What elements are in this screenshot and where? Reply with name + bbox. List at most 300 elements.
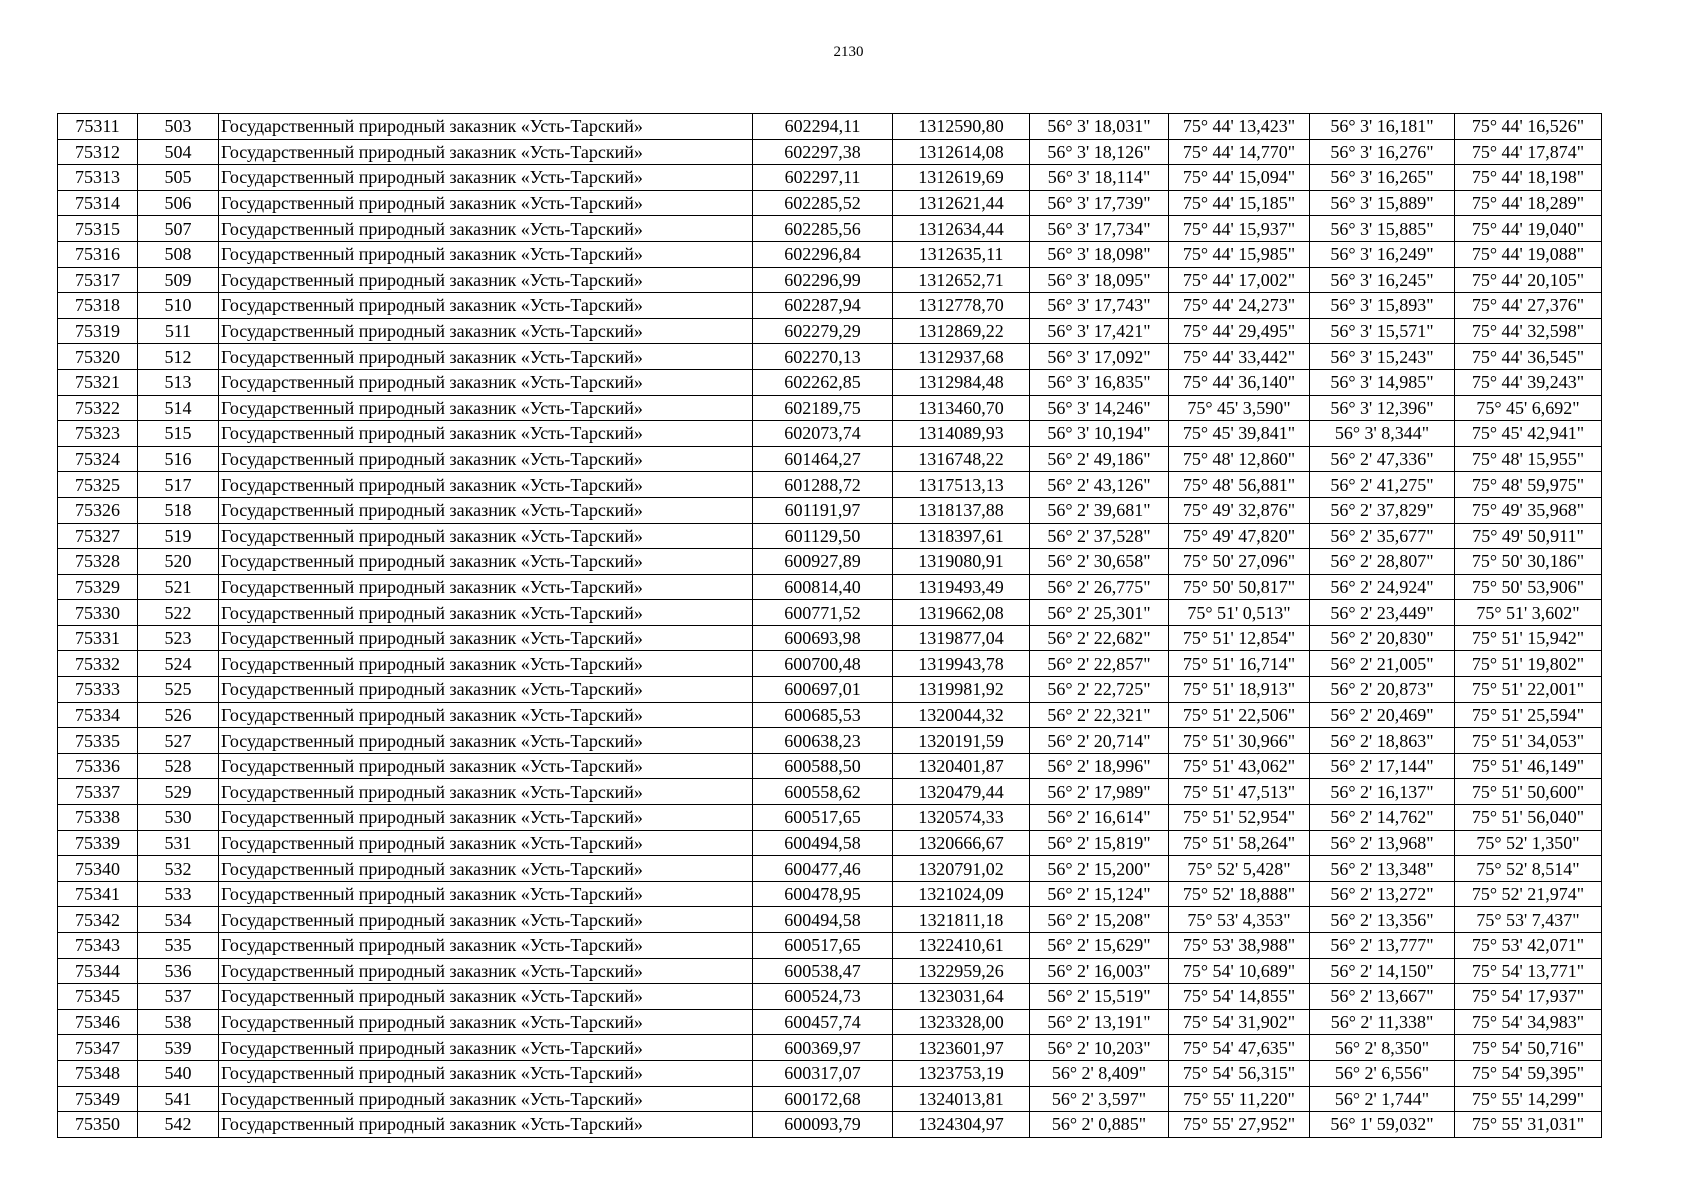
latitude-1-cell: 56° 3' 17,734" <box>1030 216 1169 242</box>
object-name-cell: Государственный природный заказник «Усть-Тарский» <box>219 446 753 472</box>
longitude-2-cell: 75° 54' 34,983" <box>1455 1009 1602 1035</box>
table-row <box>58 933 1602 959</box>
longitude-1-cell: 75° 51' 43,062" <box>1169 753 1310 779</box>
object-name-cell: Государственный природный заказник «Усть-Тарский» <box>219 1009 753 1035</box>
latitude-1-cell: 56° 2' 43,126" <box>1030 472 1169 498</box>
latitude-2-cell: 56° 3' 15,571" <box>1310 318 1455 344</box>
latitude-1-cell: 56° 2' 16,003" <box>1030 958 1169 984</box>
point-number-cell: 531 <box>138 830 219 856</box>
latitude-1-cell: 56° 2' 3,597" <box>1030 1086 1169 1112</box>
latitude-2-cell: 56° 1' 59,032" <box>1310 1112 1455 1138</box>
object-name-cell: Государственный природный заказник «Усть-Тарский» <box>219 728 753 754</box>
object-name-cell: Государственный природный заказник «Усть-Тарский» <box>219 190 753 216</box>
record-id-cell: 75335 <box>58 728 138 754</box>
table-row <box>58 344 1602 370</box>
x-coordinate-cell: 600478,95 <box>753 881 893 907</box>
latitude-1-cell: 56° 2' 25,301" <box>1030 600 1169 626</box>
y-coordinate-cell: 1324304,97 <box>893 1112 1030 1138</box>
object-name-cell: Государственный природный заказник «Усть-Тарский» <box>219 549 753 575</box>
x-coordinate-cell: 601191,97 <box>753 497 893 523</box>
record-id-cell: 75311 <box>58 114 138 140</box>
longitude-1-cell: 75° 44' 36,140" <box>1169 369 1310 395</box>
longitude-2-cell: 75° 55' 14,299" <box>1455 1086 1602 1112</box>
table-row <box>58 600 1602 626</box>
object-name-cell: Государственный природный заказник «Усть-Тарский» <box>219 139 753 165</box>
point-number-cell: 523 <box>138 625 219 651</box>
record-id-cell: 75342 <box>58 907 138 933</box>
x-coordinate-cell: 601464,27 <box>753 446 893 472</box>
x-coordinate-cell: 602189,75 <box>753 395 893 421</box>
record-id-cell: 75328 <box>58 549 138 575</box>
record-id-cell: 75330 <box>58 600 138 626</box>
latitude-1-cell: 56° 2' 15,629" <box>1030 933 1169 959</box>
table-row <box>58 472 1602 498</box>
point-number-cell: 504 <box>138 139 219 165</box>
latitude-1-cell: 56° 2' 30,658" <box>1030 549 1169 575</box>
point-number-cell: 505 <box>138 165 219 191</box>
longitude-2-cell: 75° 51' 34,053" <box>1455 728 1602 754</box>
latitude-1-cell: 56° 2' 17,989" <box>1030 779 1169 805</box>
table-row <box>58 958 1602 984</box>
record-id-cell: 75348 <box>58 1060 138 1086</box>
latitude-2-cell: 56° 2' 13,667" <box>1310 984 1455 1010</box>
longitude-1-cell: 75° 45' 3,590" <box>1169 395 1310 421</box>
latitude-2-cell: 56° 2' 20,873" <box>1310 677 1455 703</box>
longitude-1-cell: 75° 51' 30,966" <box>1169 728 1310 754</box>
latitude-1-cell: 56° 2' 37,528" <box>1030 523 1169 549</box>
x-coordinate-cell: 600517,65 <box>753 805 893 831</box>
longitude-1-cell: 75° 44' 13,423" <box>1169 114 1310 140</box>
latitude-2-cell: 56° 2' 13,968" <box>1310 830 1455 856</box>
object-name-cell: Государственный природный заказник «Усть-Тарский» <box>219 523 753 549</box>
point-number-cell: 510 <box>138 293 219 319</box>
latitude-1-cell: 56° 2' 13,191" <box>1030 1009 1169 1035</box>
table-row <box>58 907 1602 933</box>
latitude-2-cell: 56° 2' 8,350" <box>1310 1035 1455 1061</box>
y-coordinate-cell: 1323031,64 <box>893 984 1030 1010</box>
object-name-cell: Государственный природный заказник «Усть-Тарский» <box>219 933 753 959</box>
x-coordinate-cell: 600494,58 <box>753 907 893 933</box>
y-coordinate-cell: 1319877,04 <box>893 625 1030 651</box>
table-row <box>58 395 1602 421</box>
table-row <box>58 728 1602 754</box>
longitude-1-cell: 75° 51' 18,913" <box>1169 677 1310 703</box>
point-number-cell: 524 <box>138 651 219 677</box>
longitude-2-cell: 75° 55' 31,031" <box>1455 1112 1602 1138</box>
latitude-1-cell: 56° 2' 39,681" <box>1030 497 1169 523</box>
object-name-cell: Государственный природный заказник «Усть-Тарский» <box>219 958 753 984</box>
latitude-1-cell: 56° 2' 18,996" <box>1030 753 1169 779</box>
point-number-cell: 519 <box>138 523 219 549</box>
x-coordinate-cell: 602297,11 <box>753 165 893 191</box>
table-row <box>58 1009 1602 1035</box>
y-coordinate-cell: 1312614,08 <box>893 139 1030 165</box>
longitude-2-cell: 75° 54' 50,716" <box>1455 1035 1602 1061</box>
y-coordinate-cell: 1312652,71 <box>893 267 1030 293</box>
table-row <box>58 779 1602 805</box>
longitude-2-cell: 75° 51' 50,600" <box>1455 779 1602 805</box>
longitude-2-cell: 75° 44' 19,088" <box>1455 241 1602 267</box>
object-name-cell: Государственный природный заказник «Усть-Тарский» <box>219 651 753 677</box>
record-id-cell: 75341 <box>58 881 138 907</box>
latitude-1-cell: 56° 3' 14,246" <box>1030 395 1169 421</box>
point-number-cell: 538 <box>138 1009 219 1035</box>
latitude-1-cell: 56° 2' 49,186" <box>1030 446 1169 472</box>
latitude-2-cell: 56° 3' 16,181" <box>1310 114 1455 140</box>
longitude-1-cell: 75° 51' 12,854" <box>1169 625 1310 651</box>
longitude-2-cell: 75° 51' 19,802" <box>1455 651 1602 677</box>
x-coordinate-cell: 600693,98 <box>753 625 893 651</box>
record-id-cell: 75332 <box>58 651 138 677</box>
table-row <box>58 830 1602 856</box>
x-coordinate-cell: 600685,53 <box>753 702 893 728</box>
longitude-1-cell: 75° 54' 31,902" <box>1169 1009 1310 1035</box>
longitude-2-cell: 75° 53' 42,071" <box>1455 933 1602 959</box>
point-number-cell: 506 <box>138 190 219 216</box>
longitude-2-cell: 75° 44' 32,598" <box>1455 318 1602 344</box>
y-coordinate-cell: 1321811,18 <box>893 907 1030 933</box>
y-coordinate-cell: 1320191,59 <box>893 728 1030 754</box>
y-coordinate-cell: 1321024,09 <box>893 881 1030 907</box>
longitude-2-cell: 75° 44' 36,545" <box>1455 344 1602 370</box>
latitude-2-cell: 56° 2' 21,005" <box>1310 651 1455 677</box>
longitude-1-cell: 75° 50' 50,817" <box>1169 574 1310 600</box>
latitude-2-cell: 56° 3' 12,396" <box>1310 395 1455 421</box>
longitude-1-cell: 75° 44' 17,002" <box>1169 267 1310 293</box>
longitude-1-cell: 75° 44' 15,094" <box>1169 165 1310 191</box>
object-name-cell: Государственный природный заказник «Усть-Тарский» <box>219 1086 753 1112</box>
longitude-1-cell: 75° 51' 22,506" <box>1169 702 1310 728</box>
latitude-2-cell: 56° 3' 16,249" <box>1310 241 1455 267</box>
x-coordinate-cell: 602073,74 <box>753 421 893 447</box>
record-id-cell: 75346 <box>58 1009 138 1035</box>
latitude-2-cell: 56° 2' 6,556" <box>1310 1060 1455 1086</box>
y-coordinate-cell: 1312621,44 <box>893 190 1030 216</box>
record-id-cell: 75320 <box>58 344 138 370</box>
longitude-2-cell: 75° 50' 30,186" <box>1455 549 1602 575</box>
record-id-cell: 75321 <box>58 369 138 395</box>
latitude-2-cell: 56° 3' 15,885" <box>1310 216 1455 242</box>
latitude-1-cell: 56° 3' 18,098" <box>1030 241 1169 267</box>
object-name-cell: Государственный природный заказник «Усть-Тарский» <box>219 881 753 907</box>
table-row <box>58 369 1602 395</box>
point-number-cell: 521 <box>138 574 219 600</box>
latitude-1-cell: 56° 3' 18,031" <box>1030 114 1169 140</box>
y-coordinate-cell: 1322959,26 <box>893 958 1030 984</box>
object-name-cell: Государственный природный заказник «Усть-Тарский» <box>219 114 753 140</box>
longitude-1-cell: 75° 44' 15,185" <box>1169 190 1310 216</box>
latitude-2-cell: 56° 3' 15,243" <box>1310 344 1455 370</box>
record-id-cell: 75319 <box>58 318 138 344</box>
longitude-2-cell: 75° 51' 25,594" <box>1455 702 1602 728</box>
point-number-cell: 509 <box>138 267 219 293</box>
latitude-2-cell: 56° 2' 28,807" <box>1310 549 1455 575</box>
x-coordinate-cell: 601288,72 <box>753 472 893 498</box>
y-coordinate-cell: 1312869,22 <box>893 318 1030 344</box>
record-id-cell: 75316 <box>58 241 138 267</box>
x-coordinate-cell: 602294,11 <box>753 114 893 140</box>
latitude-2-cell: 56° 3' 16,276" <box>1310 139 1455 165</box>
longitude-2-cell: 75° 51' 56,040" <box>1455 805 1602 831</box>
table-row <box>58 190 1602 216</box>
object-name-cell: Государственный природный заказник «Усть-Тарский» <box>219 318 753 344</box>
point-number-cell: 507 <box>138 216 219 242</box>
point-number-cell: 539 <box>138 1035 219 1061</box>
object-name-cell: Государственный природный заказник «Усть-Тарский» <box>219 267 753 293</box>
y-coordinate-cell: 1319662,08 <box>893 600 1030 626</box>
point-number-cell: 511 <box>138 318 219 344</box>
y-coordinate-cell: 1312778,70 <box>893 293 1030 319</box>
longitude-2-cell: 75° 48' 59,975" <box>1455 472 1602 498</box>
table-row <box>58 856 1602 882</box>
latitude-2-cell: 56° 3' 15,889" <box>1310 190 1455 216</box>
longitude-2-cell: 75° 54' 17,937" <box>1455 984 1602 1010</box>
point-number-cell: 512 <box>138 344 219 370</box>
point-number-cell: 515 <box>138 421 219 447</box>
object-name-cell: Государственный природный заказник «Усть-Тарский» <box>219 677 753 703</box>
record-id-cell: 75323 <box>58 421 138 447</box>
longitude-1-cell: 75° 51' 52,954" <box>1169 805 1310 831</box>
record-id-cell: 75349 <box>58 1086 138 1112</box>
longitude-2-cell: 75° 44' 16,526" <box>1455 114 1602 140</box>
latitude-1-cell: 56° 2' 15,200" <box>1030 856 1169 882</box>
record-id-cell: 75350 <box>58 1112 138 1138</box>
y-coordinate-cell: 1322410,61 <box>893 933 1030 959</box>
object-name-cell: Государственный природный заказник «Усть-Тарский» <box>219 600 753 626</box>
y-coordinate-cell: 1317513,13 <box>893 472 1030 498</box>
record-id-cell: 75334 <box>58 702 138 728</box>
latitude-1-cell: 56° 2' 22,321" <box>1030 702 1169 728</box>
x-coordinate-cell: 600517,65 <box>753 933 893 959</box>
x-coordinate-cell: 600093,79 <box>753 1112 893 1138</box>
latitude-1-cell: 56° 2' 22,682" <box>1030 625 1169 651</box>
object-name-cell: Государственный природный заказник «Усть-Тарский» <box>219 1060 753 1086</box>
y-coordinate-cell: 1313460,70 <box>893 395 1030 421</box>
longitude-1-cell: 75° 44' 33,442" <box>1169 344 1310 370</box>
latitude-1-cell: 56° 3' 17,092" <box>1030 344 1169 370</box>
x-coordinate-cell: 600317,07 <box>753 1060 893 1086</box>
latitude-2-cell: 56° 2' 11,338" <box>1310 1009 1455 1035</box>
table-row <box>58 702 1602 728</box>
record-id-cell: 75333 <box>58 677 138 703</box>
longitude-2-cell: 75° 45' 6,692" <box>1455 395 1602 421</box>
x-coordinate-cell: 602297,38 <box>753 139 893 165</box>
longitude-1-cell: 75° 55' 27,952" <box>1169 1112 1310 1138</box>
record-id-cell: 75314 <box>58 190 138 216</box>
y-coordinate-cell: 1320401,87 <box>893 753 1030 779</box>
longitude-1-cell: 75° 51' 47,513" <box>1169 779 1310 805</box>
latitude-2-cell: 56° 2' 13,777" <box>1310 933 1455 959</box>
y-coordinate-cell: 1320791,02 <box>893 856 1030 882</box>
table-row <box>58 625 1602 651</box>
x-coordinate-cell: 600638,23 <box>753 728 893 754</box>
y-coordinate-cell: 1312634,44 <box>893 216 1030 242</box>
latitude-2-cell: 56° 2' 37,829" <box>1310 497 1455 523</box>
longitude-2-cell: 75° 54' 13,771" <box>1455 958 1602 984</box>
y-coordinate-cell: 1323753,19 <box>893 1060 1030 1086</box>
longitude-1-cell: 75° 48' 56,881" <box>1169 472 1310 498</box>
longitude-1-cell: 75° 44' 29,495" <box>1169 318 1310 344</box>
longitude-2-cell: 75° 51' 15,942" <box>1455 625 1602 651</box>
x-coordinate-cell: 600538,47 <box>753 958 893 984</box>
x-coordinate-cell: 602285,56 <box>753 216 893 242</box>
longitude-1-cell: 75° 44' 14,770" <box>1169 139 1310 165</box>
object-name-cell: Государственный природный заказник «Усть-Тарский» <box>219 907 753 933</box>
latitude-1-cell: 56° 2' 16,614" <box>1030 805 1169 831</box>
longitude-2-cell: 75° 44' 19,040" <box>1455 216 1602 242</box>
y-coordinate-cell: 1318137,88 <box>893 497 1030 523</box>
longitude-2-cell: 75° 44' 17,874" <box>1455 139 1602 165</box>
longitude-2-cell: 75° 53' 7,437" <box>1455 907 1602 933</box>
table-row <box>58 1060 1602 1086</box>
object-name-cell: Государственный природный заказник «Усть-Тарский» <box>219 1112 753 1138</box>
table-row <box>58 139 1602 165</box>
point-number-cell: 528 <box>138 753 219 779</box>
y-coordinate-cell: 1314089,93 <box>893 421 1030 447</box>
longitude-1-cell: 75° 53' 38,988" <box>1169 933 1310 959</box>
object-name-cell: Государственный природный заказник «Усть-Тарский» <box>219 856 753 882</box>
x-coordinate-cell: 602270,13 <box>753 344 893 370</box>
y-coordinate-cell: 1312984,48 <box>893 369 1030 395</box>
y-coordinate-cell: 1323601,97 <box>893 1035 1030 1061</box>
latitude-1-cell: 56° 2' 15,819" <box>1030 830 1169 856</box>
y-coordinate-cell: 1319981,92 <box>893 677 1030 703</box>
record-id-cell: 75344 <box>58 958 138 984</box>
longitude-1-cell: 75° 50' 27,096" <box>1169 549 1310 575</box>
latitude-2-cell: 56° 2' 41,275" <box>1310 472 1455 498</box>
table-row <box>58 574 1602 600</box>
table-row <box>58 497 1602 523</box>
latitude-2-cell: 56° 2' 20,469" <box>1310 702 1455 728</box>
latitude-2-cell: 56° 2' 47,336" <box>1310 446 1455 472</box>
table-row <box>58 293 1602 319</box>
x-coordinate-cell: 602296,84 <box>753 241 893 267</box>
table-row <box>58 881 1602 907</box>
longitude-2-cell: 75° 44' 18,198" <box>1455 165 1602 191</box>
point-number-cell: 529 <box>138 779 219 805</box>
longitude-2-cell: 75° 51' 22,001" <box>1455 677 1602 703</box>
record-id-cell: 75339 <box>58 830 138 856</box>
y-coordinate-cell: 1319493,49 <box>893 574 1030 600</box>
latitude-2-cell: 56° 2' 13,348" <box>1310 856 1455 882</box>
record-id-cell: 75336 <box>58 753 138 779</box>
x-coordinate-cell: 600558,62 <box>753 779 893 805</box>
latitude-1-cell: 56° 2' 15,519" <box>1030 984 1169 1010</box>
point-number-cell: 541 <box>138 1086 219 1112</box>
x-coordinate-cell: 600771,52 <box>753 600 893 626</box>
x-coordinate-cell: 602279,29 <box>753 318 893 344</box>
latitude-1-cell: 56° 3' 17,739" <box>1030 190 1169 216</box>
object-name-cell: Государственный природный заказник «Усть-Тарский» <box>219 497 753 523</box>
table-row <box>58 805 1602 831</box>
longitude-1-cell: 75° 49' 47,820" <box>1169 523 1310 549</box>
latitude-1-cell: 56° 2' 15,124" <box>1030 881 1169 907</box>
longitude-2-cell: 75° 44' 27,376" <box>1455 293 1602 319</box>
latitude-1-cell: 56° 2' 22,725" <box>1030 677 1169 703</box>
latitude-2-cell: 56° 2' 20,830" <box>1310 625 1455 651</box>
record-id-cell: 75331 <box>58 625 138 651</box>
x-coordinate-cell: 600927,89 <box>753 549 893 575</box>
point-number-cell: 534 <box>138 907 219 933</box>
y-coordinate-cell: 1318397,61 <box>893 523 1030 549</box>
x-coordinate-cell: 600494,58 <box>753 830 893 856</box>
x-coordinate-cell: 602285,52 <box>753 190 893 216</box>
x-coordinate-cell: 600524,73 <box>753 984 893 1010</box>
record-id-cell: 75315 <box>58 216 138 242</box>
latitude-2-cell: 56° 2' 24,924" <box>1310 574 1455 600</box>
longitude-2-cell: 75° 50' 53,906" <box>1455 574 1602 600</box>
table-row <box>58 1035 1602 1061</box>
latitude-2-cell: 56° 2' 14,762" <box>1310 805 1455 831</box>
longitude-1-cell: 75° 44' 15,985" <box>1169 241 1310 267</box>
y-coordinate-cell: 1320666,67 <box>893 830 1030 856</box>
longitude-1-cell: 75° 54' 47,635" <box>1169 1035 1310 1061</box>
point-number-cell: 525 <box>138 677 219 703</box>
point-number-cell: 526 <box>138 702 219 728</box>
latitude-2-cell: 56° 3' 14,985" <box>1310 369 1455 395</box>
longitude-1-cell: 75° 51' 16,714" <box>1169 651 1310 677</box>
y-coordinate-cell: 1324013,81 <box>893 1086 1030 1112</box>
page-number: 2130 <box>833 44 864 60</box>
longitude-1-cell: 75° 55' 11,220" <box>1169 1086 1310 1112</box>
object-name-cell: Государственный природный заказник «Усть-Тарский» <box>219 421 753 447</box>
x-coordinate-cell: 600814,40 <box>753 574 893 600</box>
latitude-2-cell: 56° 2' 16,137" <box>1310 779 1455 805</box>
point-number-cell: 513 <box>138 369 219 395</box>
longitude-1-cell: 75° 53' 4,353" <box>1169 907 1310 933</box>
record-id-cell: 75327 <box>58 523 138 549</box>
object-name-cell: Государственный природный заказник «Усть-Тарский» <box>219 293 753 319</box>
latitude-2-cell: 56° 3' 16,245" <box>1310 267 1455 293</box>
latitude-2-cell: 56° 2' 35,677" <box>1310 523 1455 549</box>
longitude-2-cell: 75° 52' 21,974" <box>1455 881 1602 907</box>
object-name-cell: Государственный природный заказник «Усть-Тарский» <box>219 472 753 498</box>
longitude-1-cell: 75° 52' 5,428" <box>1169 856 1310 882</box>
latitude-2-cell: 56° 2' 23,449" <box>1310 600 1455 626</box>
point-number-cell: 530 <box>138 805 219 831</box>
record-id-cell: 75337 <box>58 779 138 805</box>
object-name-cell: Государственный природный заказник «Усть-Тарский» <box>219 241 753 267</box>
record-id-cell: 75347 <box>58 1035 138 1061</box>
latitude-1-cell: 56° 3' 10,194" <box>1030 421 1169 447</box>
longitude-2-cell: 75° 48' 15,955" <box>1455 446 1602 472</box>
latitude-1-cell: 56° 2' 10,203" <box>1030 1035 1169 1061</box>
record-id-cell: 75340 <box>58 856 138 882</box>
table-row <box>58 523 1602 549</box>
table-row <box>58 446 1602 472</box>
longitude-2-cell: 75° 54' 59,395" <box>1455 1060 1602 1086</box>
point-number-cell: 517 <box>138 472 219 498</box>
object-name-cell: Государственный природный заказник «Усть-Тарский» <box>219 779 753 805</box>
latitude-1-cell: 56° 2' 20,714" <box>1030 728 1169 754</box>
object-name-cell: Государственный природный заказник «Усть-Тарский» <box>219 216 753 242</box>
y-coordinate-cell: 1319080,91 <box>893 549 1030 575</box>
x-coordinate-cell: 600369,97 <box>753 1035 893 1061</box>
longitude-1-cell: 75° 51' 58,264" <box>1169 830 1310 856</box>
point-number-cell: 535 <box>138 933 219 959</box>
latitude-1-cell: 56° 2' 0,885" <box>1030 1112 1169 1138</box>
table-row <box>58 984 1602 1010</box>
table-row <box>58 318 1602 344</box>
longitude-2-cell: 75° 49' 35,968" <box>1455 497 1602 523</box>
x-coordinate-cell: 602287,94 <box>753 293 893 319</box>
table-row <box>58 241 1602 267</box>
longitude-1-cell: 75° 52' 18,888" <box>1169 881 1310 907</box>
object-name-cell: Государственный природный заказник «Усть-Тарский» <box>219 625 753 651</box>
x-coordinate-cell: 602262,85 <box>753 369 893 395</box>
record-id-cell: 75326 <box>58 497 138 523</box>
longitude-1-cell: 75° 45' 39,841" <box>1169 421 1310 447</box>
